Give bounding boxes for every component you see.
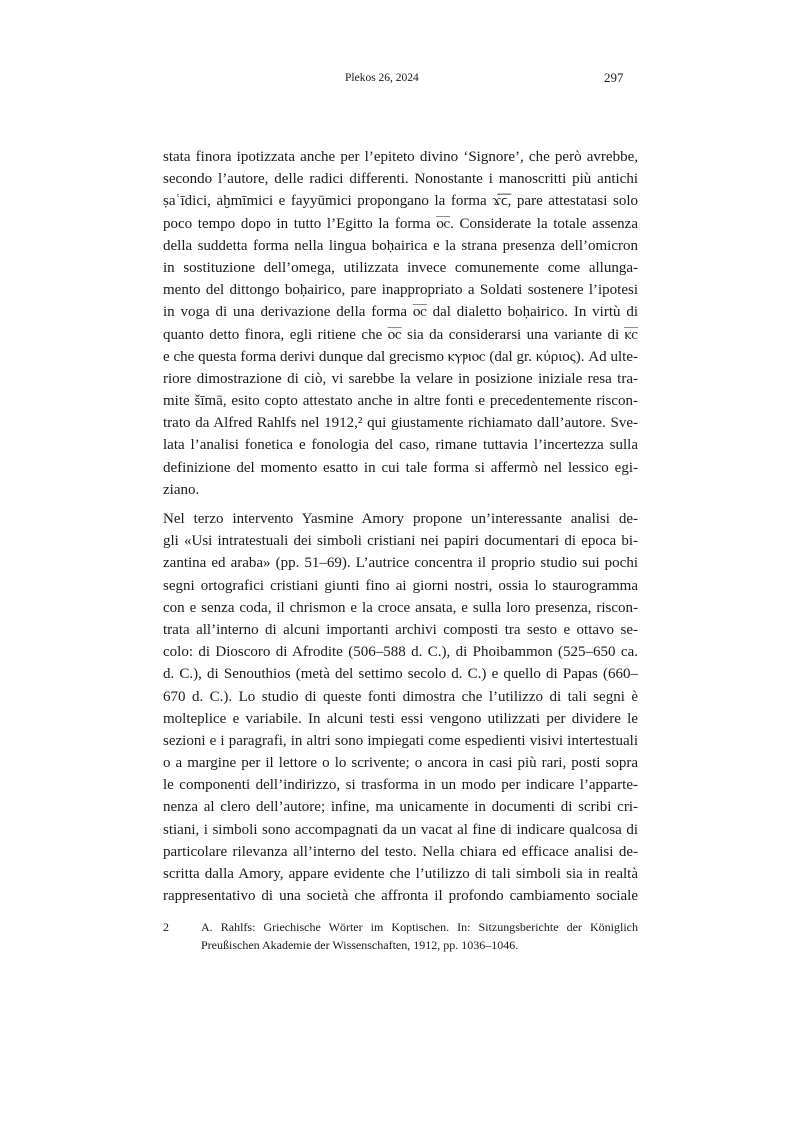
text-line: lata l’analisi fonetica e fonologia del caso, rimane tuttavia l’incertezza sulla	[163, 437, 638, 454]
text-line: 670 d. C.). Lo studio di queste fonti dimostra che l’utilizzo di tali segni è	[163, 688, 638, 705]
text-line: scritta dalla Amory, appare evidente che l’utilizzo di tali simboli sia in realtà	[163, 866, 638, 882]
text-line: o a margine per il lettore o lo scrivente; o ancora in casi più rari, posti sopra	[163, 755, 638, 772]
text-line: trata all’interno di alcuni importanti archivi composti tra sesto e ottavo se-	[163, 621, 638, 638]
page-number: 297	[604, 70, 624, 85]
text-line: sezioni e i paragrafi, in altri sono impiegati come espedienti visivi intertestuali	[163, 732, 638, 749]
text-line: trato da Alfred Rahlfs nel 1912,² qui giustamente richiamato dall’autore. Sve-	[163, 415, 638, 432]
text-line: zantina ed araba» (pp. 51–69). L’autrice concentra il proprio studio sui pochi	[163, 555, 638, 572]
text-line: riore dimostrazione di ciò, vi sarebbe la velare in posizione iniziale resa tra-	[163, 370, 638, 387]
text-line: mento del dittongo boḥairico, pare inappropriato a Soldati sostenere l’ipotesi	[163, 282, 638, 299]
text-line: segni ortografici cristiani giunti fino ai giorni nostri, ossia lo staurogramma	[163, 577, 638, 594]
text-line: particolare rilevanza all’interno del testo. Nella chiara ed efficace analisi de-	[163, 843, 638, 860]
text-line: nenza al clero dell’autore; infine, ma unicamente in documenti di scribi cri-	[163, 799, 638, 816]
text-line: definizione del momento esatto in cui tale forma si affermò nel lessico egi-	[163, 459, 638, 476]
text-line: Preußischen Akademie der Wissenschaften, 1912, pp. 1036–1046.	[201, 938, 519, 952]
text-line: della suddetta forma nella lingua boḥairica e la strana presenza dell’omicron	[163, 237, 638, 254]
text-line: le componenti dell’indirizzo, si trasforma in un modo per indicare l’apparte-	[163, 777, 638, 794]
text-line: mite šīmā, esito copto attestato anche in altre fonti e precedentemente riscon-	[163, 393, 638, 410]
text-line: colo: di Dioscoro di Afrodite (506–588 d. C.), di Phoibammon (525–650 ca.	[163, 644, 638, 661]
footnote-text	[201, 918, 638, 954]
text-line: stiani, i simboli sono accompagnati da un vacat al fine di indicare qualcosa di	[163, 821, 638, 838]
text-line: ziano.	[163, 481, 200, 498]
text-line: stata finora ipotizzata anche per l’epiteto divino ‘Signore’, che però avrebbe,	[163, 149, 638, 165]
text-line: gli «Usi intratestuali dei simboli cristiani nei papiri documentari di epoca bi-	[163, 533, 638, 550]
text-line: e che questa forma derivi dunque dal grecismo ⲕⲩⲣⲓⲟⲥ (dal gr. κύριος). Ad ulte-	[163, 348, 638, 365]
text-line: ṣaʿīdici, aḫmīmici e fayyūmici propongano la forma ϫ̅ϲ̅, pare attestatasi solo	[163, 193, 638, 210]
text-line: secondo l’autore, delle radici differenti. Nonostante i manoscritti più antichi	[163, 171, 638, 188]
text-line: poco tempo dopo in tutto l’Egitto la forma ⲟ̅ⲥ̅. Considerate la totale assenza	[163, 215, 638, 232]
paragraph-1	[163, 146, 638, 501]
text-line: in voga di una derivazione della forma ⲟ̅ⲥ̅ dal dialetto boḥairico. In virtù di	[163, 304, 638, 321]
text-line: Nel terzo intervento Yasmine Amory propone un’interessante analisi de-	[163, 511, 638, 527]
text-line: rappresentativo di una società che affronta il profondo cambiamento sociale	[163, 888, 638, 905]
running-title: Plekos 26, 2024	[345, 72, 419, 84]
text-line: con e senza coda, il chrismon e la croce ansata, e sulla loro presenza, riscon-	[163, 599, 638, 616]
text-line: in sostituzione dell’omega, utilizzata invece comunemente come allunga-	[163, 259, 638, 276]
text-line: quanto detto finora, egli ritiene che ⲟ̅ⲥ̅ sia da considerarsi una variante di ⲕ̅ⲥ̅	[163, 326, 638, 343]
footnote-number: 2	[163, 920, 169, 934]
paragraph-2	[163, 508, 638, 907]
text-line: d. C.), di Senouthios (metà del settimo secolo d. C.) e quello di Papas (660–	[163, 666, 638, 683]
text-line: molteplice e variabile. In alcuni testi essi vengono utilizzati per dividere le	[163, 710, 638, 727]
text-line: A. Rahlfs: Griechische Wörter im Koptischen. In: Sitzungsberichte der Königlich	[201, 920, 638, 934]
